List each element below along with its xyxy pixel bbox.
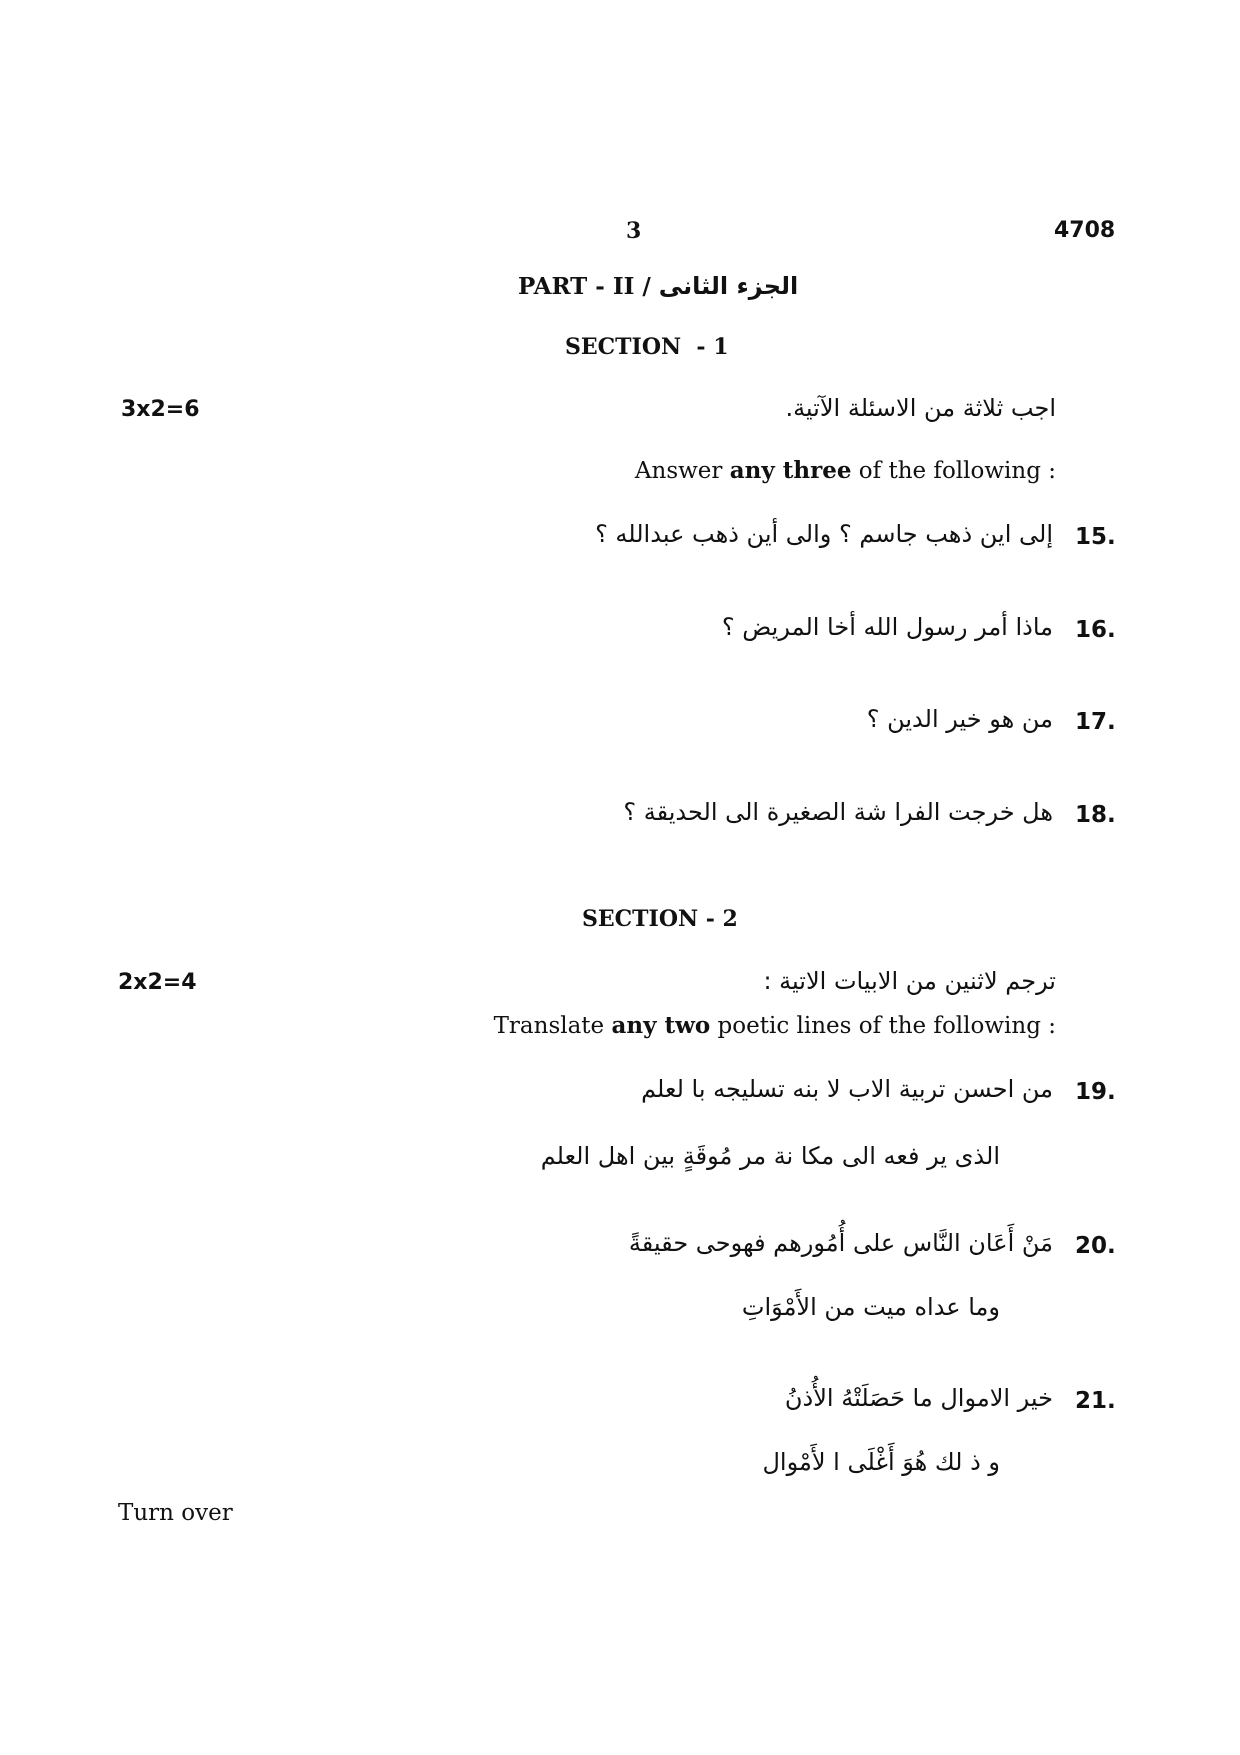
- poem-line-2: وما عداه ميت من الأَمْوَاتِ: [741, 1293, 1000, 1321]
- question-number: 21.: [1075, 1388, 1116, 1414]
- section-1-title: SECTION - 1: [565, 334, 729, 360]
- section-1-instruction-english: [635, 457, 1056, 484]
- section-1-marks: 3x2=6: [121, 397, 200, 422]
- instruction-emphasis: any two: [611, 1012, 711, 1039]
- part-title: [518, 272, 798, 300]
- poem-line-1: خير الاموال ما حَصَلَتْهُ الأُذنُ: [784, 1384, 1053, 1412]
- turn-over-note: Turn over: [118, 1500, 233, 1526]
- question-number: 15.: [1075, 524, 1116, 550]
- section-2-marks: 2x2=4: [118, 970, 197, 995]
- question-number: 20.: [1075, 1233, 1116, 1259]
- instruction-suffix: poetic lines of the following :: [710, 1013, 1056, 1039]
- page-number: 3: [626, 218, 642, 244]
- instruction-prefix: Translate: [493, 1013, 612, 1039]
- question-text: ماذا أمر رسول الله أخا المريض ؟: [721, 613, 1053, 641]
- question-number: 18.: [1075, 802, 1116, 828]
- section-2-instruction-arabic: ترجم لاثنين من الابيات الاتية :: [763, 967, 1056, 995]
- instruction-suffix: of the following :: [851, 458, 1056, 484]
- poem-line-2: و ذ لك هُوَ أَغْلَى ا لأَمْوال: [762, 1448, 1000, 1476]
- part-title-english: PART - II /: [518, 273, 659, 300]
- poem-line-1: من احسن تربية الاب لا بنه تسليجه با لعلم: [641, 1075, 1053, 1103]
- question-text: هل خرجت الفرا شة الصغيرة الى الحديقة ؟: [623, 798, 1053, 826]
- question-number: 17.: [1075, 709, 1116, 735]
- instruction-prefix: Answer: [634, 458, 730, 484]
- question-number: 16.: [1075, 617, 1116, 643]
- section-2-instruction-english: [494, 1012, 1056, 1039]
- section-2-title: SECTION - 2: [582, 906, 738, 932]
- question-number: 19.: [1075, 1079, 1116, 1105]
- paper-code: 4708: [1054, 218, 1116, 243]
- poem-line-1: مَنْ أَعَان النَّاس على أُمُورهم فهوحى حقيقةً: [628, 1229, 1053, 1257]
- instruction-emphasis: any three: [729, 457, 852, 484]
- section-1-instruction-arabic: اجب ثلاثة من الاسئلة الآتية.: [785, 394, 1056, 422]
- question-text: إلى اين ذهب جاسم ؟ والى أين ذهب عبدالله ؟: [595, 520, 1053, 548]
- question-text: من هو خير الدين ؟: [866, 705, 1053, 733]
- part-title-arabic: الجزء الثانى: [658, 272, 799, 300]
- poem-line-2: الذى ير فعه الى مكا نة مر مُوقَةٍ بين اهل العلم: [540, 1142, 1000, 1170]
